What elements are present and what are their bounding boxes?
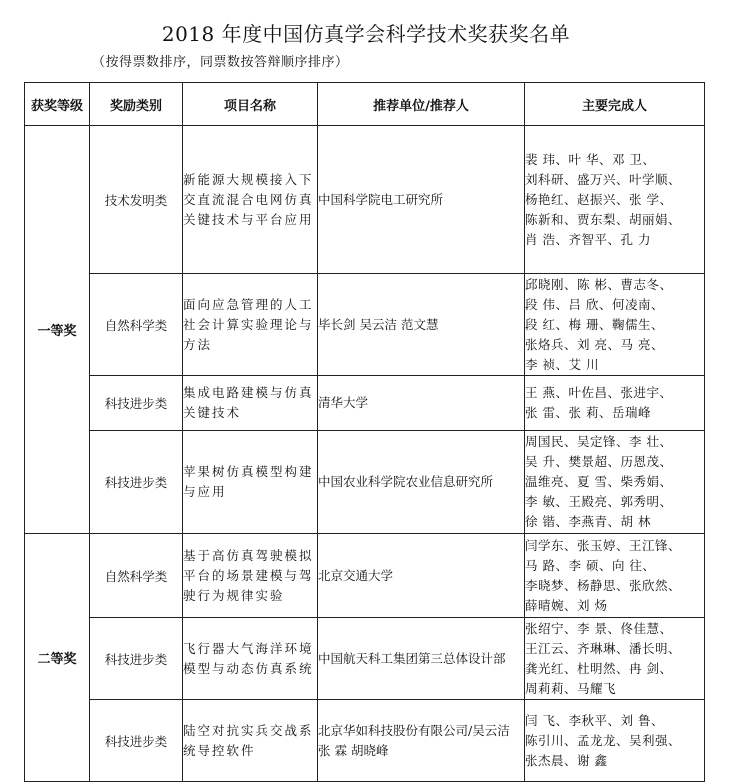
contributor-line: 闫学东、张玉婷、王江锋、 (525, 537, 682, 553)
contributor-line: 龚光红、杜明然、冉 剑、 (525, 660, 673, 676)
contributor-line: 薛晴婉、刘 炀 (525, 597, 608, 613)
contributors-cell (525, 534, 705, 618)
recommender-cell: 清华大学 (318, 376, 525, 431)
header-main-contributors: 主要完成人 (525, 83, 705, 126)
project-name-cell: 苹果树仿真模型构建与应用 (183, 431, 318, 534)
award-category-cell: 科技进步类 (90, 618, 183, 700)
project-name-cell: 陆空对抗实兵交战系统导控软件 (183, 700, 318, 782)
page-subtitle: （按得票数排序，同票数按答辩顺序排序） (92, 55, 349, 70)
recommender-cell: 中国航天科工集团第三总体设计部 (318, 618, 525, 700)
recommender-cell: 北京交通大学 (318, 534, 525, 618)
award-category-cell: 科技进步类 (90, 431, 183, 534)
header-award-category: 奖励类别 (90, 83, 183, 126)
contributor-line: 周莉莉、马耀飞 (525, 680, 617, 696)
contributor-line: 马 路、李 硕、向 往、 (525, 557, 656, 573)
header-award-level: 获奖等级 (25, 83, 90, 126)
contributors-cell (525, 618, 705, 700)
contributor-line: 李 祯、艾 川 (525, 356, 599, 372)
contributor-line: 陈新和、贾东梨、胡丽娟、 (525, 211, 682, 227)
contributors-cell (525, 376, 705, 431)
table-row (25, 274, 705, 376)
project-name-cell: 面向应急管理的人工社会计算实验理论与方法 (183, 274, 318, 376)
contributors-cell (525, 126, 705, 274)
contributor-line: 段 伟、吕 欣、何凌南、 (525, 296, 664, 312)
contributor-line: 吴 升、樊景超、历恩茂、 (525, 454, 673, 469)
project-name-cell: 基于高仿真驾驶模拟平台的场景建模与驾驶行为规律实验 (183, 534, 318, 618)
contributor-line: 温维亮、夏 雪、柴秀娟、 (525, 474, 673, 489)
contributor-line: 闫 飞、李秋平、刘 鲁、 (525, 712, 664, 728)
contributor-line: 李 敏、王殿亮、郭秀明、 (525, 494, 673, 509)
contributor-line: 裴 玮、叶 华、邓 卫、 (525, 151, 656, 167)
table-row (25, 126, 705, 274)
recommender-cell: 中国科学院电工研究所 (318, 126, 525, 274)
contributor-line: 杨艳红、赵振兴、张 学、 (525, 191, 673, 207)
table-row (25, 376, 705, 431)
contributor-line: 张绍宁、李 景、佟佳慧、 (525, 620, 673, 636)
contributor-line: 张烙兵、刘 亮、马 亮、 (525, 336, 664, 352)
contributor-line: 王江云、齐琳琳、潘长明、 (525, 640, 682, 656)
contributor-line: 段 红、梅 珊、鞠儒生、 (525, 316, 664, 332)
award-category-cell: 技术发明类 (90, 126, 183, 274)
contributor-line: 徐 锴、李燕青、胡 林 (525, 514, 651, 529)
project-name-cell: 飞行器大气海洋环境模型与动态仿真系统 (183, 618, 318, 700)
table-row (25, 618, 705, 700)
contributors-cell (525, 431, 705, 534)
table-row (25, 700, 705, 782)
contributor-line: 张 雷、张 莉、岳瑞峰 (525, 405, 651, 420)
contributor-line: 陈引川、孟龙龙、吴利强、 (525, 732, 682, 748)
awards-table (24, 82, 705, 782)
contributor-line: 刘科研、盛万兴、叶学顺、 (525, 171, 682, 187)
award-category-cell: 科技进步类 (90, 376, 183, 431)
table-row (25, 534, 705, 618)
project-name-cell: 新能源大规模接入下交直流混合电网仿真关键技术与平台应用 (183, 126, 318, 274)
header-recommender: 推荐单位/推荐人 (318, 83, 525, 126)
awards-table-body (25, 126, 705, 782)
award-category-cell: 自然科学类 (90, 274, 183, 376)
award-category-cell: 科技进步类 (90, 700, 183, 782)
recommender-cell: 中国农业科学院农业信息研究所 (318, 431, 525, 534)
award-level-cell: 一等奖 (25, 126, 90, 534)
table-row (25, 431, 705, 534)
contributor-line: 王 燕、叶佐昌、张进宇、 (525, 385, 673, 400)
recommender-cell: 毕长剑 吴云洁 范文慧 (318, 274, 525, 376)
header-row (25, 83, 705, 126)
contributors-cell (525, 274, 705, 376)
contributor-line: 肖 浩、齐智平、孔 力 (525, 231, 651, 247)
header-project-name: 项目名称 (183, 83, 318, 126)
contributor-line: 李晓梦、杨静思、张欣然、 (525, 577, 682, 593)
contributor-line: 张杰晨、谢 鑫 (525, 752, 608, 768)
contributor-line: 邱晓刚、陈 彬、曹志冬、 (525, 276, 673, 292)
contributor-line: 周国民、吴定锋、李 壮、 (525, 434, 673, 449)
award-category-cell: 自然科学类 (90, 534, 183, 618)
project-name-cell: 集成电路建模与仿真关键技术 (183, 376, 318, 431)
award-level-cell: 二等奖 (25, 534, 90, 782)
recommender-cell: 北京华如科技股份有限公司/吴云洁 张 霖 胡晓峰 (318, 700, 525, 782)
contributors-cell (525, 700, 705, 782)
page-title: 2018 年度中国仿真学会科学技术奖获奖名单 (161, 22, 571, 46)
